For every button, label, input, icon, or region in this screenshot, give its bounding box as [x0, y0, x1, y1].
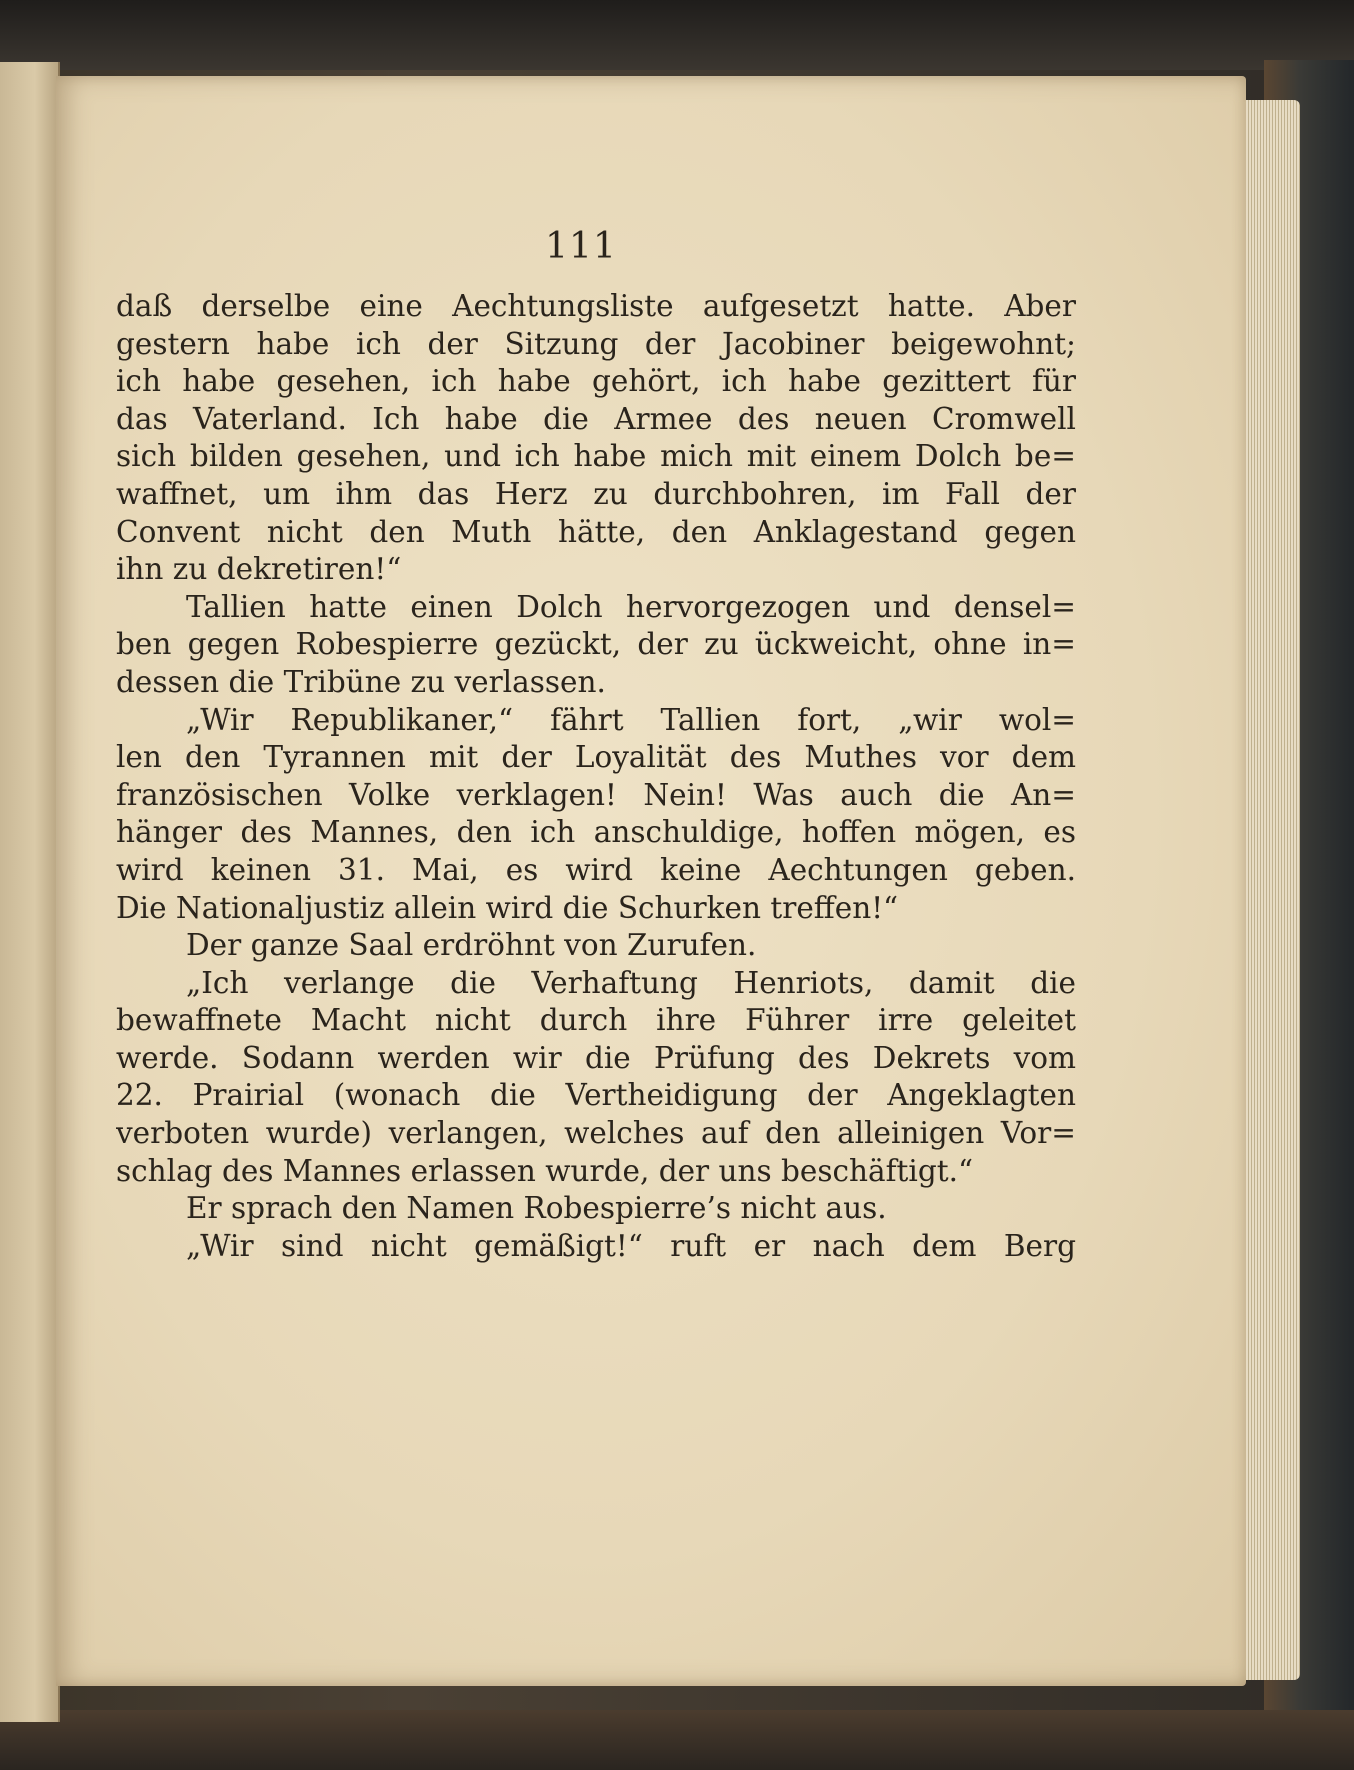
text-line: französischen Volke verklagen! Nein! Was auch die An=: [116, 777, 1076, 812]
text-line: „Wir sind nicht gemäßigt!“ ruft er nach dem Berg: [186, 1228, 1076, 1263]
text-line: 22. Prairial (wonach die Vertheidigung der Angeklagten: [116, 1078, 1076, 1113]
text-line: das Vaterland. Ich habe die Armee des neuen Cromwell: [116, 401, 1076, 436]
text-line: ben gegen Robespierre gezückt, der zu ückweicht, ohne in=: [116, 627, 1076, 662]
cover-top-edge: [0, 0, 1354, 70]
text-line: gestern habe ich der Sitzung der Jacobiner beigewohnt;: [116, 326, 1076, 361]
text-line: bewaffnete Macht nicht durch ihre Führer irre geleitet: [116, 1003, 1076, 1038]
text-line: ihn zu dekretiren!“: [116, 552, 402, 587]
text-line: len den Tyrannen mit der Loyalität des Muthes vor dem: [116, 740, 1076, 775]
text-line: „Ich verlange die Verhaftung Henriots, damit die: [186, 965, 1076, 1000]
page-stack-edge: [1240, 100, 1300, 1680]
page-number: 111: [545, 226, 617, 267]
text-line: schlag des Mannes erlassen wurde, der uns beschäftigt.“: [116, 1153, 974, 1188]
cover-bottom-edge: [0, 1710, 1354, 1770]
text-line: Convent nicht den Muth hätte, den Anklagestand gegen: [116, 514, 1076, 549]
text-line: Der ganze Saal erdröhnt von Zurufen.: [186, 928, 757, 963]
book-page: [56, 76, 1246, 1686]
left-facing-page: [0, 62, 60, 1722]
text-line: Tallien hatte einen Dolch hervorgezogen und densel=: [186, 589, 1076, 624]
text-line: werde. Sodann werden wir die Prüfung des Dekrets vom: [116, 1040, 1076, 1075]
text-line: daß derselbe eine Aechtungsliste aufgesetzt hatte. Aber: [116, 289, 1076, 323]
text-line: verboten wurde) verlangen, welches auf den alleinigen Vor=: [116, 1116, 1076, 1151]
text-line: sich bilden gesehen, und ich habe mich mit einem Dolch be=: [116, 439, 1076, 474]
page-text: [116, 288, 1076, 1265]
text-line: wird keinen 31. Mai, es wird keine Aechtungen geben.: [116, 852, 1076, 887]
text-line: Er sprach den Namen Robespierre’s nicht aus.: [186, 1191, 887, 1226]
text-line: ich habe gesehen, ich habe gehört, ich habe gezittert für: [116, 364, 1076, 399]
text-line: dessen die Tribüne zu verlassen.: [116, 664, 606, 699]
text-line: hänger des Mannes, den ich anschuldige, hoffen mögen, es: [116, 815, 1076, 850]
text-line: „Wir Republikaner,“ fährt Tallien fort, „wir wol=: [186, 702, 1076, 737]
text-line: waffnet, um ihm das Herz zu durchbohren, im Fall der: [116, 476, 1076, 511]
text-line: Die Nationaljustiz allein wird die Schurken treffen!“: [116, 890, 899, 925]
